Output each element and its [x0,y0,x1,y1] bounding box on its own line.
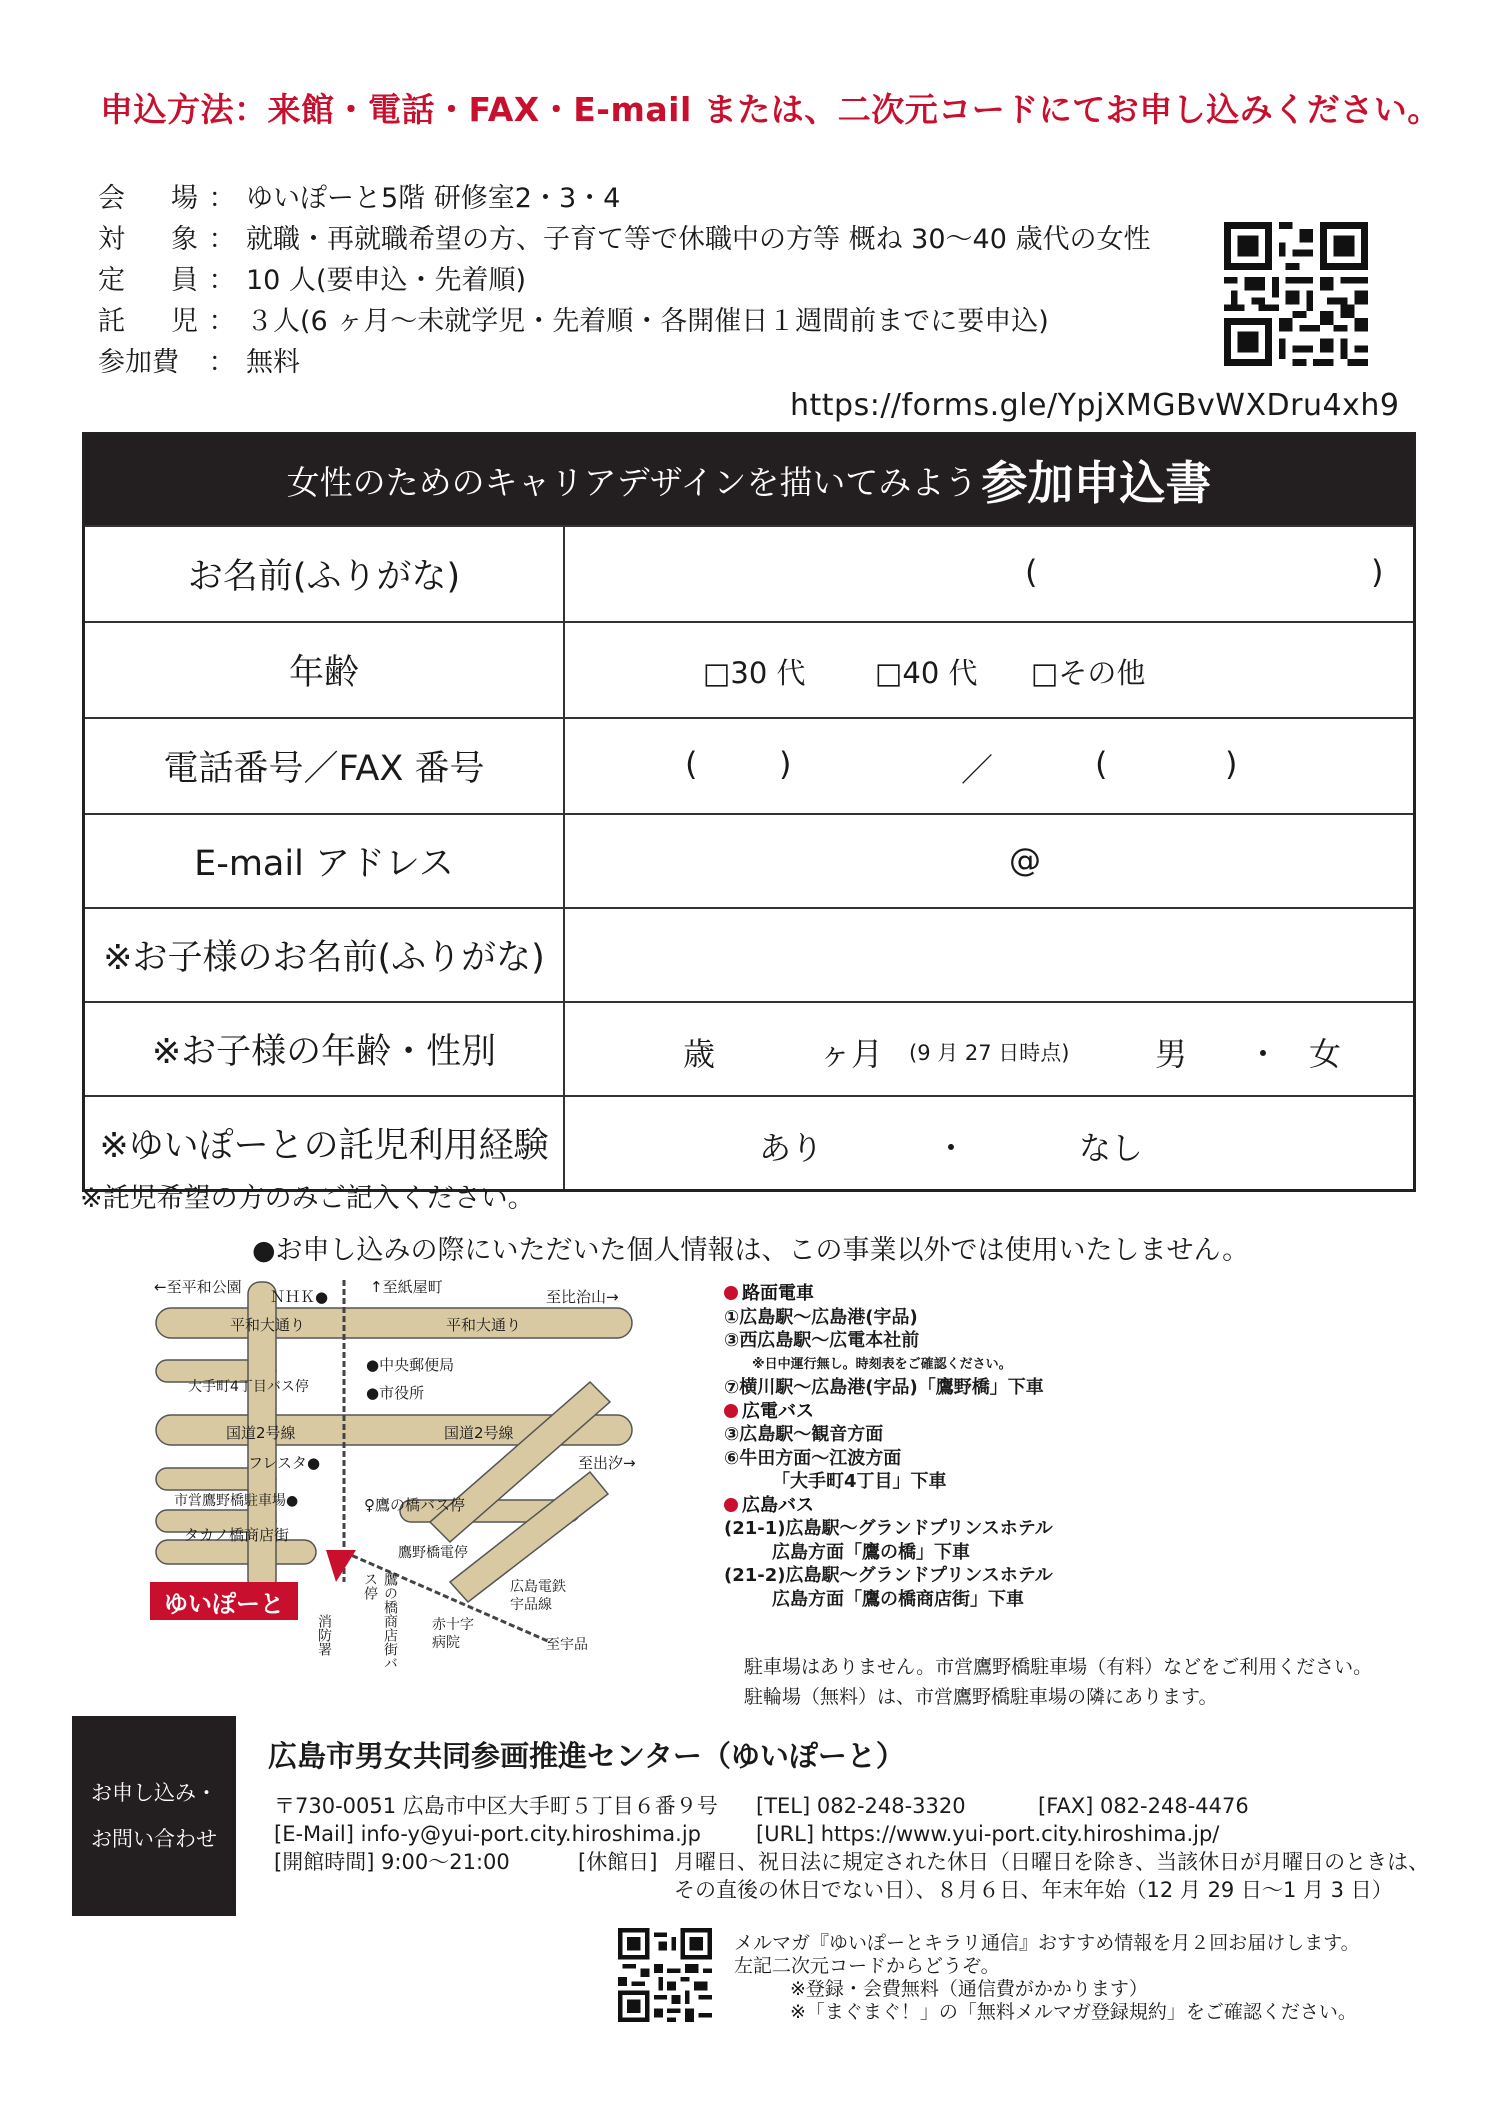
info-row-fee: 参加費 ： 無料 [98,342,1150,383]
parking-notes: 駐車場はありません。市営鷹野橋駐車場（有料）などをご利用ください。 駐輪場（無料）は、市営鷹野橋駐車場の隣にあります。 [744,1656,1373,1708]
event-info [98,178,1150,383]
info-row-target: 対 象 ： 就職・再就職希望の方、子育て等で休職中の方等 概ね 30～40 歳代の女性 [98,219,1150,260]
childcare-experience-label: ※ゆいぽーとの託児利用経験 [85,1097,565,1189]
child-age-field[interactable]: 歳 ヶ月 (9 月 27 日時点) 男 ・ 女 [565,1003,1413,1095]
child-name-label: ※お子様のお名前(ふりがな) [85,909,565,1001]
email-link[interactable]: [E-Mail] info-y@yui-port.city.hiroshima.jp [274,1822,701,1846]
sex-male[interactable]: 男 [1155,1035,1188,1073]
application-method-headline: 申込方法：来館・電話・FAX・E-mail または、二次元コードにてお申し込みください。 [100,90,1441,129]
closed-days: 月曜日、祝日法に規定された休日（日曜日を除き、当該休日が月曜日のときは、 [674,1850,1430,1874]
sex-female[interactable]: 女 [1309,1035,1342,1073]
fax: [FAX] 082-248-4476 [1038,1794,1249,1818]
phone-label: 電話番号／FAX 番号 [85,719,565,813]
info-row-venue: 会 場 ： ゆいぽーと5階 研修室2・3・4 [98,178,1150,219]
childcare-experience-field: あり ・ なし [565,1097,1413,1189]
form-row-child-age [85,1001,1413,1095]
opening-hours: [開館時間] 9:00～21:00 [274,1850,510,1874]
form-row-email [85,813,1413,907]
info-label: 対 象 [98,224,198,255]
info-value: ３人(6 ヶ月～未就学児・先着順・各開催日１週間前までに要申込) [246,306,1049,337]
childcare-no[interactable]: なし [1079,1129,1144,1167]
map-roads [150,1272,670,1692]
organization-name: 広島市男女共同参画推進センター（ゆいぽーと） [268,1739,905,1773]
form-title: 女性のためのキャリアデザインを描いてみよう 参加申込書 [85,435,1413,525]
contact-details: 〒730-0051 広島市中区大手町５丁目６番９号 [TEL] 082-248-3320 [FAX] 082-248-4476 [E-Mail] info-y@yui-port.city.hiroshima.jp [URL] https://www.yui-port.city.hiroshima.jp/ [開館時間] 9:00～21:00 [休館日] 月曜日、祝日法に規定された休日（日曜日を除き、当該休日が月曜日のときは、 その直後の休日でない日）、８月６日、年末年始（12 月 29 日～1 月 3 日） [274,1794,1430,1902]
form-url[interactable]: https://forms.gle/YpjXMGBvWXDru4xh9 [790,388,1400,423]
form-row-phone [85,717,1413,813]
contact-box: お申し込み・ お問い合わせ [72,1716,236,1916]
access-map: ←至平和公園 ＮＨＫ● ↑至紙屋町 至比治山→ 平和大通り 平和大通り ●中央郵便局 ●市役所 大手町4丁目バス停 国道2号線 国道2号線 フレスタ● 至出汐→ 市営鷹野橋駐車場● ♀鷹の橋バス停 タカノ橋商店街 鷹野橋電停 ゆいぽーと 消防署 鷹の橋商店街バス停 赤十字病院 広島電鉄宇品線 至宇品 [150,1272,670,1692]
name-field[interactable]: ( ) [1025,553,1384,591]
age-option-other[interactable]: □その他 [1031,656,1146,690]
email-field[interactable]: @ [1009,841,1041,879]
info-row-capacity: 定 員 ： 10 人(要申込・先着順) [98,260,1150,301]
access-info: 路面電車 ①広島駅～広島港(宇品) ③西広島駅～広電本社前 ※日中運行無し。時刻表をご確認ください。 ⑦横川駅～広島港(宇品)「鷹野橋」下車 広電バス ③広島駅～観音方面 ⑥牛田方面～江波方面 「大手町4丁目」下車 広島バス (21-1)広島駅～グランドプリンスホテル 広島方面「鷹の橋」下車 (21-2)広島駅～グランドプリンスホテル 広島方面「鷹の橋商店街」下車 [724,1283,1053,1610]
website-link[interactable]: [URL] https://www.yui-port.city.hiroshima.jp/ [756,1822,1220,1846]
email-label: E-mail アドレス [85,815,565,907]
form-row-name [85,525,1413,621]
info-label: 定 員 [98,265,198,296]
info-value: 無料 [246,347,300,378]
application-form [82,432,1416,1192]
address: 〒730-0051 広島市中区大手町５丁目６番９号 [274,1794,718,1818]
form-row-age [85,621,1413,717]
info-value: 10 人(要申込・先着順) [246,265,527,296]
name-label: お名前(ふりがな) [85,527,565,621]
info-row-childcare: 託 児 ： ３人(6 ヶ月～未就学児・先着順・各開催日１週間前までに要申込) [98,301,1150,342]
child-name-field[interactable] [565,909,1413,1001]
newsletter-qr-code[interactable] [618,1928,712,2022]
info-label: 託 児 [98,306,198,337]
privacy-note: ●お申し込みの際にいただいた個人情報は、この事業以外では使用いたしません。 [252,1235,1250,1266]
info-value: 就職・再就職希望の方、子育て等で休職中の方等 概ね 30～40 歳代の女性 [246,224,1151,255]
newsletter-info: メルマガ『ゆいぽーとキラリ通信』おすすめ情報を月２回お届けします。 左記二次元コードからどうぞ。 ※登録・会費無料（通信費がかかります） ※「まぐまぐ！」の「無料メルマガ登録規約」をご確認ください。 [734,1932,1360,2023]
age-label: 年齢 [85,623,565,717]
form-row-childcare-experience [85,1095,1413,1189]
childcare-note: ※託児希望の方のみご記入ください。 [80,1183,535,1214]
yuiport-marker: ゆいぽーと [150,1582,298,1620]
form-qr-code[interactable] [1224,222,1368,366]
childcare-yes[interactable]: あり [759,1129,824,1167]
age-option-30s[interactable]: □30 代 [703,656,806,690]
info-label: 参加費 [98,347,179,378]
info-label: 会 場 [98,183,198,214]
tel[interactable]: [TEL] 082-248-3320 [756,1794,966,1818]
info-value: ゆいぽーと5階 研修室2・3・4 [246,183,621,214]
age-option-40s[interactable]: □40 代 [875,656,978,690]
age-field [565,623,1413,717]
form-row-child-name [85,907,1413,1001]
phone-field[interactable]: ( ) ／ ( ) [685,745,1238,789]
child-age-label: ※お子様の年齢・性別 [85,1003,565,1095]
